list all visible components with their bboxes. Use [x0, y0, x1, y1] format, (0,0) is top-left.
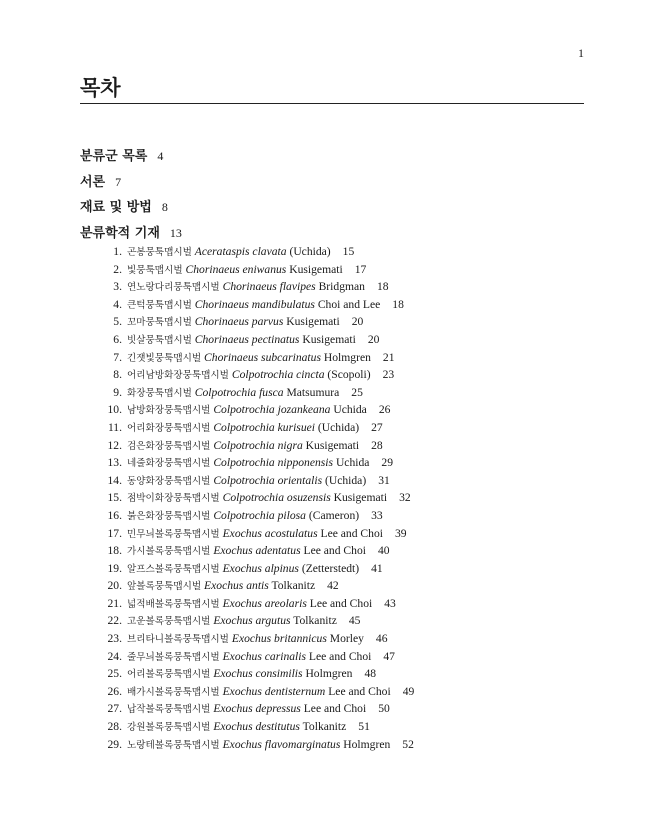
toc-entry-number: 29. — [107, 737, 122, 751]
toc-entry-page: 20 — [367, 332, 380, 346]
toc-entry-author: Kusigemati — [302, 332, 356, 346]
toc-entry-korean-name: 큰턱뭉툭맵시벌 — [127, 299, 192, 311]
toc-entry[interactable] — [104, 401, 584, 419]
toc-entry-scientific-name: Exochus britannicus — [231, 632, 327, 646]
toc-entry-scientific-name: Colpotrochia pilosa — [213, 508, 306, 522]
toc-entry-page: 41 — [371, 561, 383, 575]
toc-entry-scientific-name: Exochus consimilis — [213, 667, 303, 681]
toc-entry-scientific-name: Exochus areolaris — [222, 596, 307, 610]
toc-entry-number: 1. — [113, 245, 122, 258]
toc-entry-author: Lee and Choi — [309, 596, 373, 610]
toc-entry[interactable] — [104, 577, 584, 595]
toc-entry-number: 11. — [107, 420, 122, 434]
toc-entry-scientific-name: Colpotrochia osuzensis — [222, 491, 331, 505]
toc-entry-number: 18. — [107, 544, 122, 558]
toc-entry-author: (Cameron) — [308, 508, 360, 522]
toc-entry-author: Choi and Lee — [317, 297, 381, 311]
toc-entry-author: Tolkanitz — [293, 614, 337, 628]
toc-entry-number: 21. — [107, 596, 122, 610]
toc-entry-author: Morley — [329, 632, 364, 646]
toc-entry-author: Kusigemati — [305, 438, 360, 452]
toc-entry-korean-name: 빗살뭉툭맵시벌 — [127, 334, 192, 346]
toc-entry-number: 24. — [107, 649, 122, 663]
toc-entry-scientific-name: Exochus alpinus — [222, 561, 299, 575]
toc-entry[interactable] — [104, 331, 584, 349]
toc-entry-scientific-name: Colpotrochia nigra — [213, 438, 303, 452]
toc-section[interactable] — [80, 144, 584, 170]
toc-entry-scientific-name: Chorinaeus eniwanus — [185, 262, 287, 276]
toc-entry-korean-name: 어리화장뭉툭맵시벌 — [127, 422, 211, 434]
toc-entry-number: 9. — [113, 385, 122, 399]
toc-entry-korean-name: 강원볼록뭉툭맵시벌 — [127, 722, 211, 734]
toc-entry-page: 27 — [371, 420, 383, 434]
toc-entry[interactable] — [104, 313, 584, 331]
toc-entry-author: Matsumura — [286, 385, 340, 399]
toc-entry-page: 20 — [351, 315, 364, 329]
toc-entry[interactable] — [104, 437, 584, 455]
toc-entry-author: Uchida — [335, 456, 370, 470]
toc-entry-page: 15 — [342, 245, 355, 258]
toc-entry-author: Bridgman — [318, 280, 365, 294]
toc-entry-author: Lee and Choi — [308, 649, 372, 663]
toc-entry-number: 4. — [113, 297, 122, 311]
toc-entry-korean-name: 검은화장뭉툭맵시벌 — [127, 440, 211, 452]
toc-entry-scientific-name: Exochus carinalis — [222, 649, 306, 663]
toc-entry-author: (Scopoli) — [327, 368, 371, 382]
toc-entry-scientific-name: Colpotrochia orientalis — [213, 473, 323, 487]
toc-entry[interactable] — [104, 560, 584, 578]
toc-entry-scientific-name: Chorinaeus pectinatus — [194, 332, 300, 346]
toc-entry[interactable] — [104, 384, 584, 402]
toc-entry-author: Holmgren — [305, 667, 353, 681]
toc-entry-author: Kusigemati — [333, 491, 388, 505]
toc-section-page: 4 — [157, 149, 164, 163]
toc-entry-scientific-name: Chorinaeus mandibulatus — [194, 297, 315, 311]
toc-entry-page: 47 — [383, 649, 395, 663]
toc-entry-page: 46 — [375, 632, 388, 646]
toc-entry-page: 26 — [378, 403, 391, 417]
toc-entry-scientific-name: Exochus adentatus — [213, 544, 301, 558]
toc-entry-korean-name: 어리남방화장뭉툭맵시벌 — [127, 370, 229, 382]
toc-entry-page: 28 — [371, 438, 383, 452]
toc-species-list — [104, 243, 584, 753]
toc-entry-korean-name: 넓적배볼록뭉툭맵시벌 — [127, 598, 220, 610]
toc-entry-number: 15. — [107, 491, 122, 505]
toc-entry[interactable] — [104, 525, 584, 543]
toc-entry-korean-name: 꼬마뭉툭맵시벌 — [127, 317, 192, 329]
toc-entry-author: Kusigemati — [286, 315, 340, 329]
toc-entry-page: 17 — [354, 262, 367, 276]
toc-entry-number: 26. — [107, 684, 122, 698]
toc-entry-number: 25. — [107, 667, 122, 681]
toc-entry[interactable] — [104, 489, 584, 507]
toc-entry-number: 10. — [107, 403, 122, 417]
toc-sections — [80, 144, 584, 246]
toc-entry[interactable] — [104, 366, 584, 384]
toc-entry-number: 13. — [107, 456, 122, 470]
toc-entry[interactable] — [104, 683, 584, 701]
toc-entry-korean-name: 브리타니볼록뭉툭맵시벌 — [127, 634, 229, 646]
toc-entry-page: 45 — [348, 614, 361, 628]
toc-entry-korean-name: 알프스볼록뭉툭맵시벌 — [127, 563, 220, 575]
toc-entry[interactable] — [104, 419, 584, 437]
toc-entry-author: Lee and Choi — [320, 526, 383, 540]
toc-entry-page: 49 — [402, 684, 415, 698]
toc-entry-korean-name: 점박이화장뭉툭맵시벌 — [127, 493, 220, 505]
toc-entry-scientific-name: Acerataspis clavata — [194, 245, 287, 258]
toc-section-label: 분류군 목록 — [80, 149, 148, 164]
toc-entry-page: 31 — [378, 473, 390, 487]
toc-entry-page: 52 — [402, 737, 414, 751]
toc-entry-number: 3. — [113, 280, 122, 294]
toc-entry-number: 20. — [107, 579, 122, 593]
toc-entry-scientific-name: Colpotrochia fusca — [194, 385, 284, 399]
toc-entry-page: 40 — [377, 544, 390, 558]
toc-section[interactable] — [80, 195, 584, 221]
toc-entry-page: 48 — [364, 667, 377, 681]
toc-entry-korean-name: 배가시볼록뭉툭맵시벌 — [127, 686, 220, 698]
toc-entry-korean-name: 긴잿빛뭉툭맵시벌 — [127, 352, 202, 364]
toc-entry-korean-name: 화장뭉툭맵시벌 — [127, 387, 192, 399]
toc-entry-number: 28. — [107, 720, 122, 734]
toc-entry-page: 43 — [384, 596, 396, 610]
toc-entry-page: 18 — [376, 280, 389, 294]
toc-entry-page: 32 — [399, 491, 411, 505]
toc-section-label: 분류학적 기재 — [80, 225, 160, 241]
toc-entry[interactable] — [104, 665, 584, 683]
toc-entry[interactable] — [104, 612, 584, 630]
toc-entry-korean-name: 연노랑다리뭉툭맵시벌 — [127, 282, 220, 294]
toc-entry-scientific-name: Colpotrochia kurisuei — [213, 420, 315, 434]
toc-entry-number: 16. — [107, 508, 122, 522]
toc-entry-number: 2. — [113, 262, 122, 276]
toc-entry-author: (Uchida) — [324, 473, 367, 487]
toc-entry-korean-name: 남방화장뭉툭맵시벌 — [127, 405, 211, 417]
toc-section-page: 13 — [169, 225, 182, 240]
toc-entry-author: Lee and Choi — [303, 544, 366, 558]
toc-entry-page: 23 — [382, 368, 395, 382]
toc-entry[interactable] — [104, 736, 584, 754]
toc-entry-page: 42 — [327, 579, 339, 593]
toc-entry-author: Kusigemati — [289, 262, 343, 276]
toc-section-label: 서론 — [80, 174, 106, 190]
toc-entry-page: 33 — [371, 508, 383, 522]
toc-section-label: 재료 및 방법 — [80, 200, 152, 215]
toc-entry-scientific-name: Chorinaeus subcarinatus — [204, 350, 321, 364]
toc-entry[interactable] — [104, 472, 584, 490]
toc-entry-author: Holmgren — [343, 737, 391, 751]
toc-entry-author: (Uchida) — [317, 420, 360, 434]
toc-entry-scientific-name: Colpotrochia nipponensis — [213, 456, 334, 470]
toc-entry-korean-name: 동양화장뭉툭맵시벌 — [127, 475, 211, 487]
toc-entry[interactable] — [104, 718, 584, 736]
toc-entry-number: 22. — [107, 614, 122, 628]
toc-entry-page: 21 — [382, 350, 395, 364]
toc-entry-author: Tolkanitz — [271, 579, 316, 593]
toc-entry-korean-name: 노랑테볼록뭉툭맵시벌 — [127, 739, 220, 751]
toc-entry-scientific-name: Colpotrochia jozankeana — [213, 403, 331, 417]
toc-entry-author: Lee and Choi — [303, 702, 367, 716]
toc-entry-korean-name: 곤봉뭉툭맵시벌 — [127, 247, 192, 258]
toc-entry-korean-name: 어리볼록뭉툭맵시벌 — [127, 669, 211, 681]
toc-entry-scientific-name: Chorinaeus flavipes — [222, 280, 316, 294]
toc-entry[interactable] — [104, 296, 584, 314]
toc-entry-number: 27. — [107, 702, 122, 716]
toc-entry-author: (Zetterstedt) — [301, 561, 360, 575]
toc-section[interactable] — [80, 170, 584, 196]
toc-entry-korean-name: 빛뭉툭맵시벌 — [127, 264, 183, 276]
toc-entry-korean-name: 네줄화장뭉툭맵시벌 — [127, 458, 211, 470]
toc-entry-page: 39 — [394, 526, 407, 540]
toc-entry-korean-name: 가시볼록뭉툭맵시벌 — [127, 546, 211, 558]
toc-entry[interactable] — [104, 700, 584, 718]
toc-entry-page: 29 — [381, 456, 394, 470]
toc-entry[interactable] — [104, 261, 584, 279]
toc-entry-korean-name: 민무늬볼록뭉툭맵시벌 — [127, 528, 220, 540]
toc-entry-author: (Uchida) — [289, 245, 331, 258]
toc-entry[interactable] — [104, 349, 584, 367]
toc-entry-number: 6. — [113, 332, 122, 346]
toc-entry-korean-name: 앞볼록뭉툭맵시벌 — [127, 581, 202, 593]
toc-entry-number: 5. — [113, 315, 122, 329]
toc-entry[interactable] — [104, 507, 584, 525]
toc-entry-author: Holmgren — [323, 350, 371, 364]
toc-entry-korean-name: 고운볼록뭉툭맵시벌 — [127, 616, 211, 628]
toc-entry[interactable] — [104, 595, 584, 613]
toc-entry-number: 17. — [107, 526, 122, 540]
toc-entry[interactable] — [104, 278, 584, 296]
toc-entry-scientific-name: Exochus destitutus — [213, 720, 300, 734]
page-title: 목차 — [80, 74, 584, 104]
toc-entry-scientific-name: Exochus acostulatus — [222, 526, 318, 540]
toc-entry-scientific-name: Colpotrochia cincta — [231, 368, 325, 382]
toc-entry[interactable] — [104, 542, 584, 560]
toc-entry-korean-name: 줄무늬볼록뭉툭맵시벌 — [127, 651, 220, 663]
toc-entry[interactable] — [104, 630, 584, 648]
toc-entry-scientific-name: Exochus flavomarginatus — [222, 737, 341, 751]
toc-entry-scientific-name: Exochus argutus — [213, 614, 291, 628]
toc-entry-number: 23. — [107, 632, 122, 646]
toc-entry-number: 7. — [113, 350, 122, 364]
toc-entry-scientific-name: Exochus depressus — [213, 702, 301, 716]
page-number: 1 — [578, 46, 584, 60]
toc-entry-korean-name: 붉은화장뭉툭맵시벌 — [127, 510, 211, 522]
toc-entry-number: 8. — [113, 368, 122, 382]
toc-entry-author: Lee and Choi — [328, 684, 391, 698]
toc-entry-number: 12. — [107, 438, 122, 452]
toc-entry-author: Tolkanitz — [302, 720, 347, 734]
toc-entry-scientific-name: Exochus dentisternum — [222, 684, 326, 698]
toc-entry-number: 19. — [107, 561, 122, 575]
toc-section-page: 7 — [115, 174, 122, 189]
toc-entry-number: 14. — [107, 473, 122, 487]
toc-section-page: 8 — [161, 200, 168, 214]
toc-entry[interactable] — [104, 648, 584, 666]
toc-entry[interactable] — [104, 243, 584, 261]
toc-entry-page: 25 — [351, 385, 363, 399]
toc-entry-scientific-name: Chorinaeus parvus — [194, 315, 284, 329]
toc-entry-korean-name: 납작볼록뭉툭맵시벌 — [127, 704, 211, 716]
toc-entry[interactable] — [104, 454, 584, 472]
toc-entry-page: 18 — [392, 297, 404, 311]
toc-entry-page: 50 — [378, 702, 390, 716]
toc-entry-page: 51 — [358, 720, 370, 734]
toc-entry-author: Uchida — [333, 403, 367, 417]
toc-entry-scientific-name: Exochus antis — [204, 579, 269, 593]
